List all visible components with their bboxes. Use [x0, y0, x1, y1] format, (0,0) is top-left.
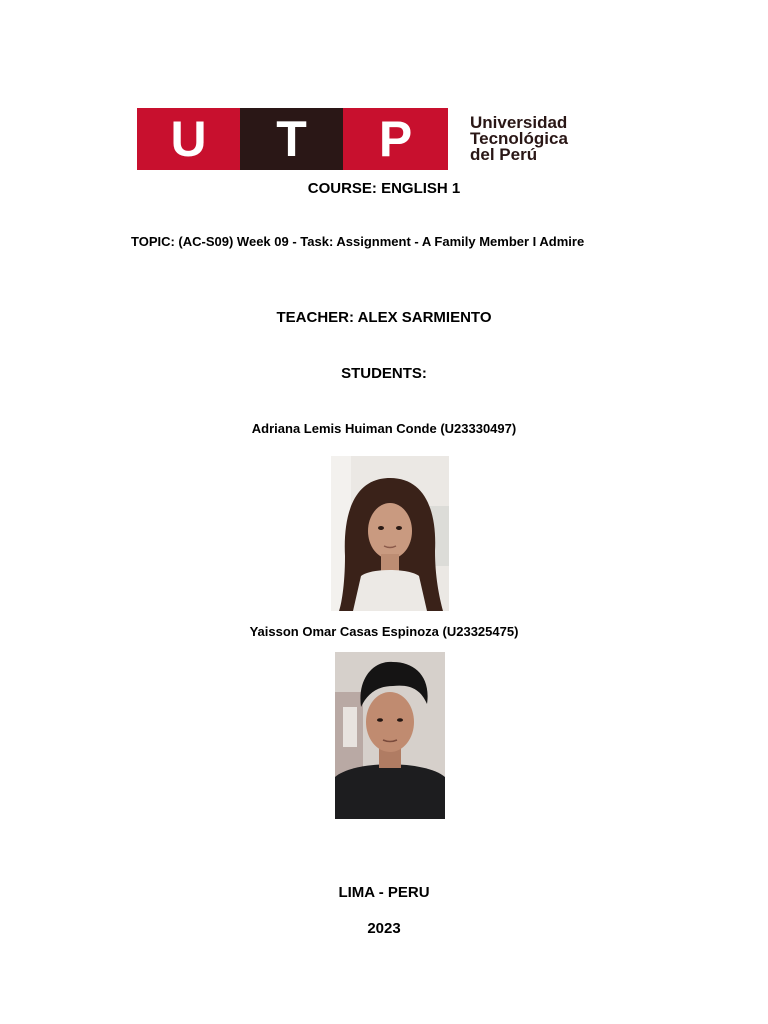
logo-line-2: Tecnológica	[470, 129, 568, 148]
student-photo	[331, 456, 449, 611]
year-line: 2023	[367, 920, 401, 937]
student-photo	[335, 652, 445, 819]
course-title: COURSE: ENGLISH 1	[307, 180, 461, 197]
topic-line: TOPIC: (AC-S09) Week 09 - Task: Assignment - A Family Member I Admire	[131, 234, 585, 249]
city-line: LIMA - PERU	[338, 884, 430, 901]
teacher-line: TEACHER: ALEX SARMIENTO	[276, 309, 492, 326]
logo-block-t	[240, 108, 343, 170]
logo-letter-p: P	[378, 111, 413, 167]
logo-wordmark	[470, 115, 620, 163]
students-heading: STUDENTS:	[341, 365, 427, 382]
student-name: Adriana Lemis Huiman Conde (U23330497)	[251, 421, 517, 436]
logo-letter-u: U	[170, 111, 207, 167]
utp-logo	[137, 108, 615, 170]
logo-block-p	[343, 108, 448, 170]
logo-letter-t: T	[276, 111, 307, 167]
logo-line-1: Universidad	[470, 113, 568, 132]
logo-block-u	[137, 108, 240, 170]
logo-line-3: del Perú	[470, 145, 538, 164]
student-name: Yaisson Omar Casas Espinoza (U23325475)	[249, 624, 519, 639]
